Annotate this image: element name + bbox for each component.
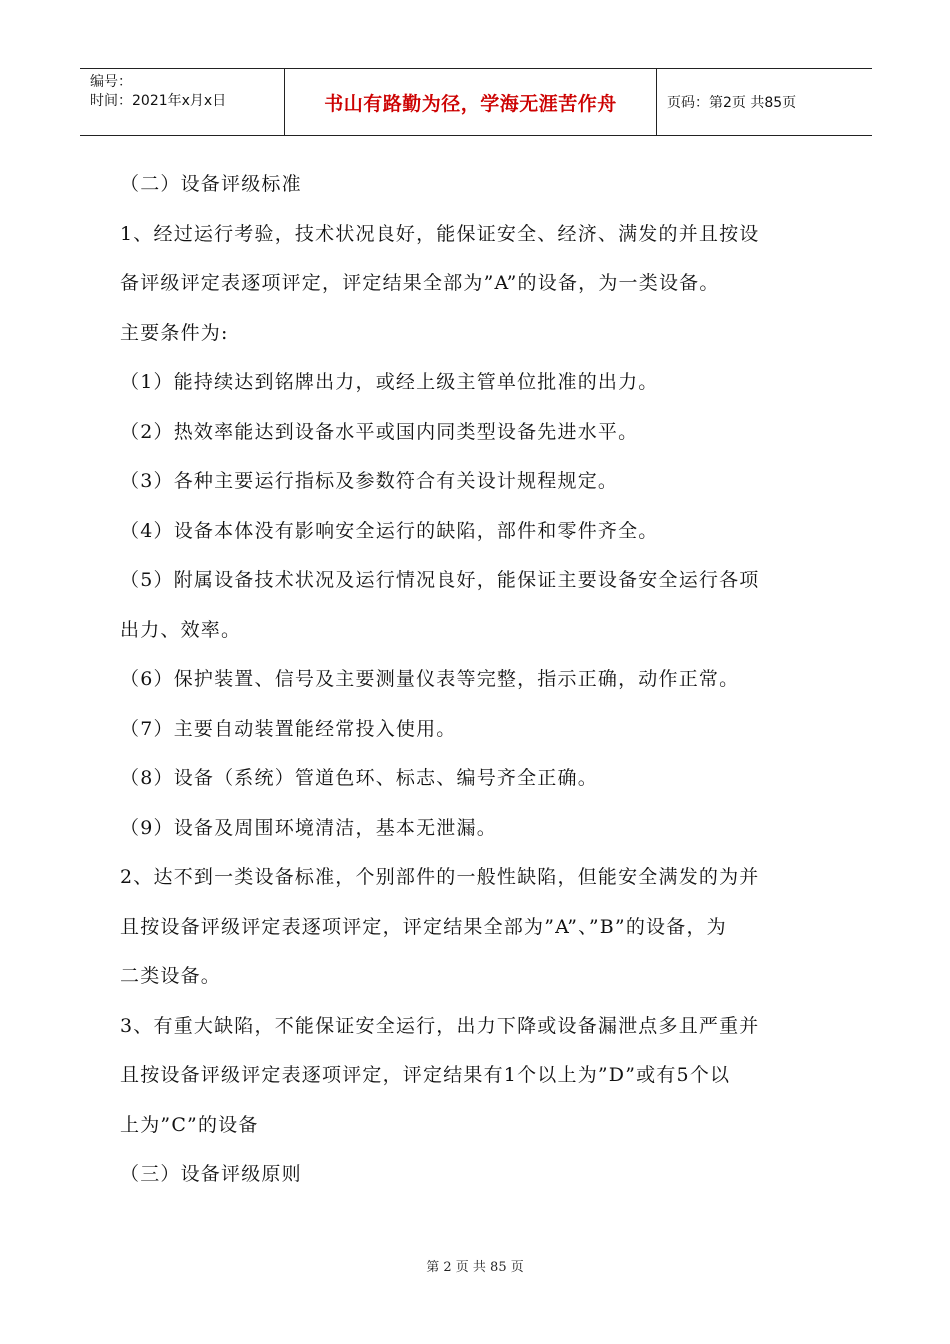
- list-item: 出力、效率。: [120, 618, 242, 641]
- header-page-info: 页码：第2页 共85页: [667, 95, 797, 111]
- body-line: 3、有重大缺陷，不能保证安全运行，出力下降或设备漏泄点多且严重并: [120, 1014, 760, 1037]
- header-motto-cell: [285, 69, 657, 135]
- header-meta: [80, 69, 285, 135]
- page-footer: [0, 1256, 950, 1275]
- body-line: 1、经过运行考验，技术状况良好，能保证安全、经济、满发的并且按设: [120, 222, 760, 245]
- body-line: 备评级评定表逐项评定，评定结果全部为”A”的设备，为一类设备。: [120, 272, 720, 294]
- section-heading: （二）设备评级标准: [120, 173, 302, 195]
- list-item: （7）主要自动装置能经常投入使用。: [120, 717, 457, 740]
- body-line: 且按设备评级评定表逐项评定，评定结果有1个以上为”D”或有5个以: [120, 1064, 731, 1086]
- document-number-label: 编号：: [90, 74, 132, 90]
- document-body: [120, 160, 840, 1200]
- list-item: （6）保护装置、信号及主要测量仪表等完整，指示正确，动作正常。: [120, 668, 740, 690]
- body-line: 且按设备评级评定表逐项评定，评定结果全部为”A”、”B”的设备，为: [120, 915, 727, 938]
- list-item: （8）设备（系统）管道色环、标志、编号齐全正确。: [120, 767, 598, 789]
- section-heading: （三）设备评级原则: [120, 1163, 302, 1185]
- list-item: （5）附属设备技术状况及运行情况良好，能保证主要设备安全运行各项: [120, 569, 760, 591]
- list-item: （3）各种主要运行指标及参数符合有关设计规程规定。: [120, 470, 619, 492]
- document-date: 时间：2021年x月x日: [90, 93, 227, 109]
- list-item: （4）设备本体没有影响安全运行的缺陷，部件和零件齐全。: [120, 519, 659, 542]
- header-motto: 书山有路勤为径，学海无涯苦作舟: [324, 92, 617, 115]
- body-line: 上为”C”的设备: [120, 1113, 259, 1136]
- body-line: 2、达不到一类设备标准，个别部件的一般性缺陷，但能安全满发的为并: [120, 866, 760, 888]
- list-item: （2）热效率能达到设备水平或国内同类型设备先进水平。: [120, 420, 639, 443]
- body-line: 主要条件为:: [120, 321, 229, 344]
- header-page-info-cell: [657, 69, 872, 135]
- footer-page-number: 第 2 页 共 85 页: [426, 1260, 524, 1275]
- page-header: [80, 68, 872, 136]
- list-item: （9）设备及周围环境清洁，基本无泄漏。: [120, 816, 497, 839]
- body-line: 二类设备。: [120, 965, 222, 987]
- list-item: （1）能持续达到铭牌出力，或经上级主管单位批准的出力。: [120, 371, 659, 393]
